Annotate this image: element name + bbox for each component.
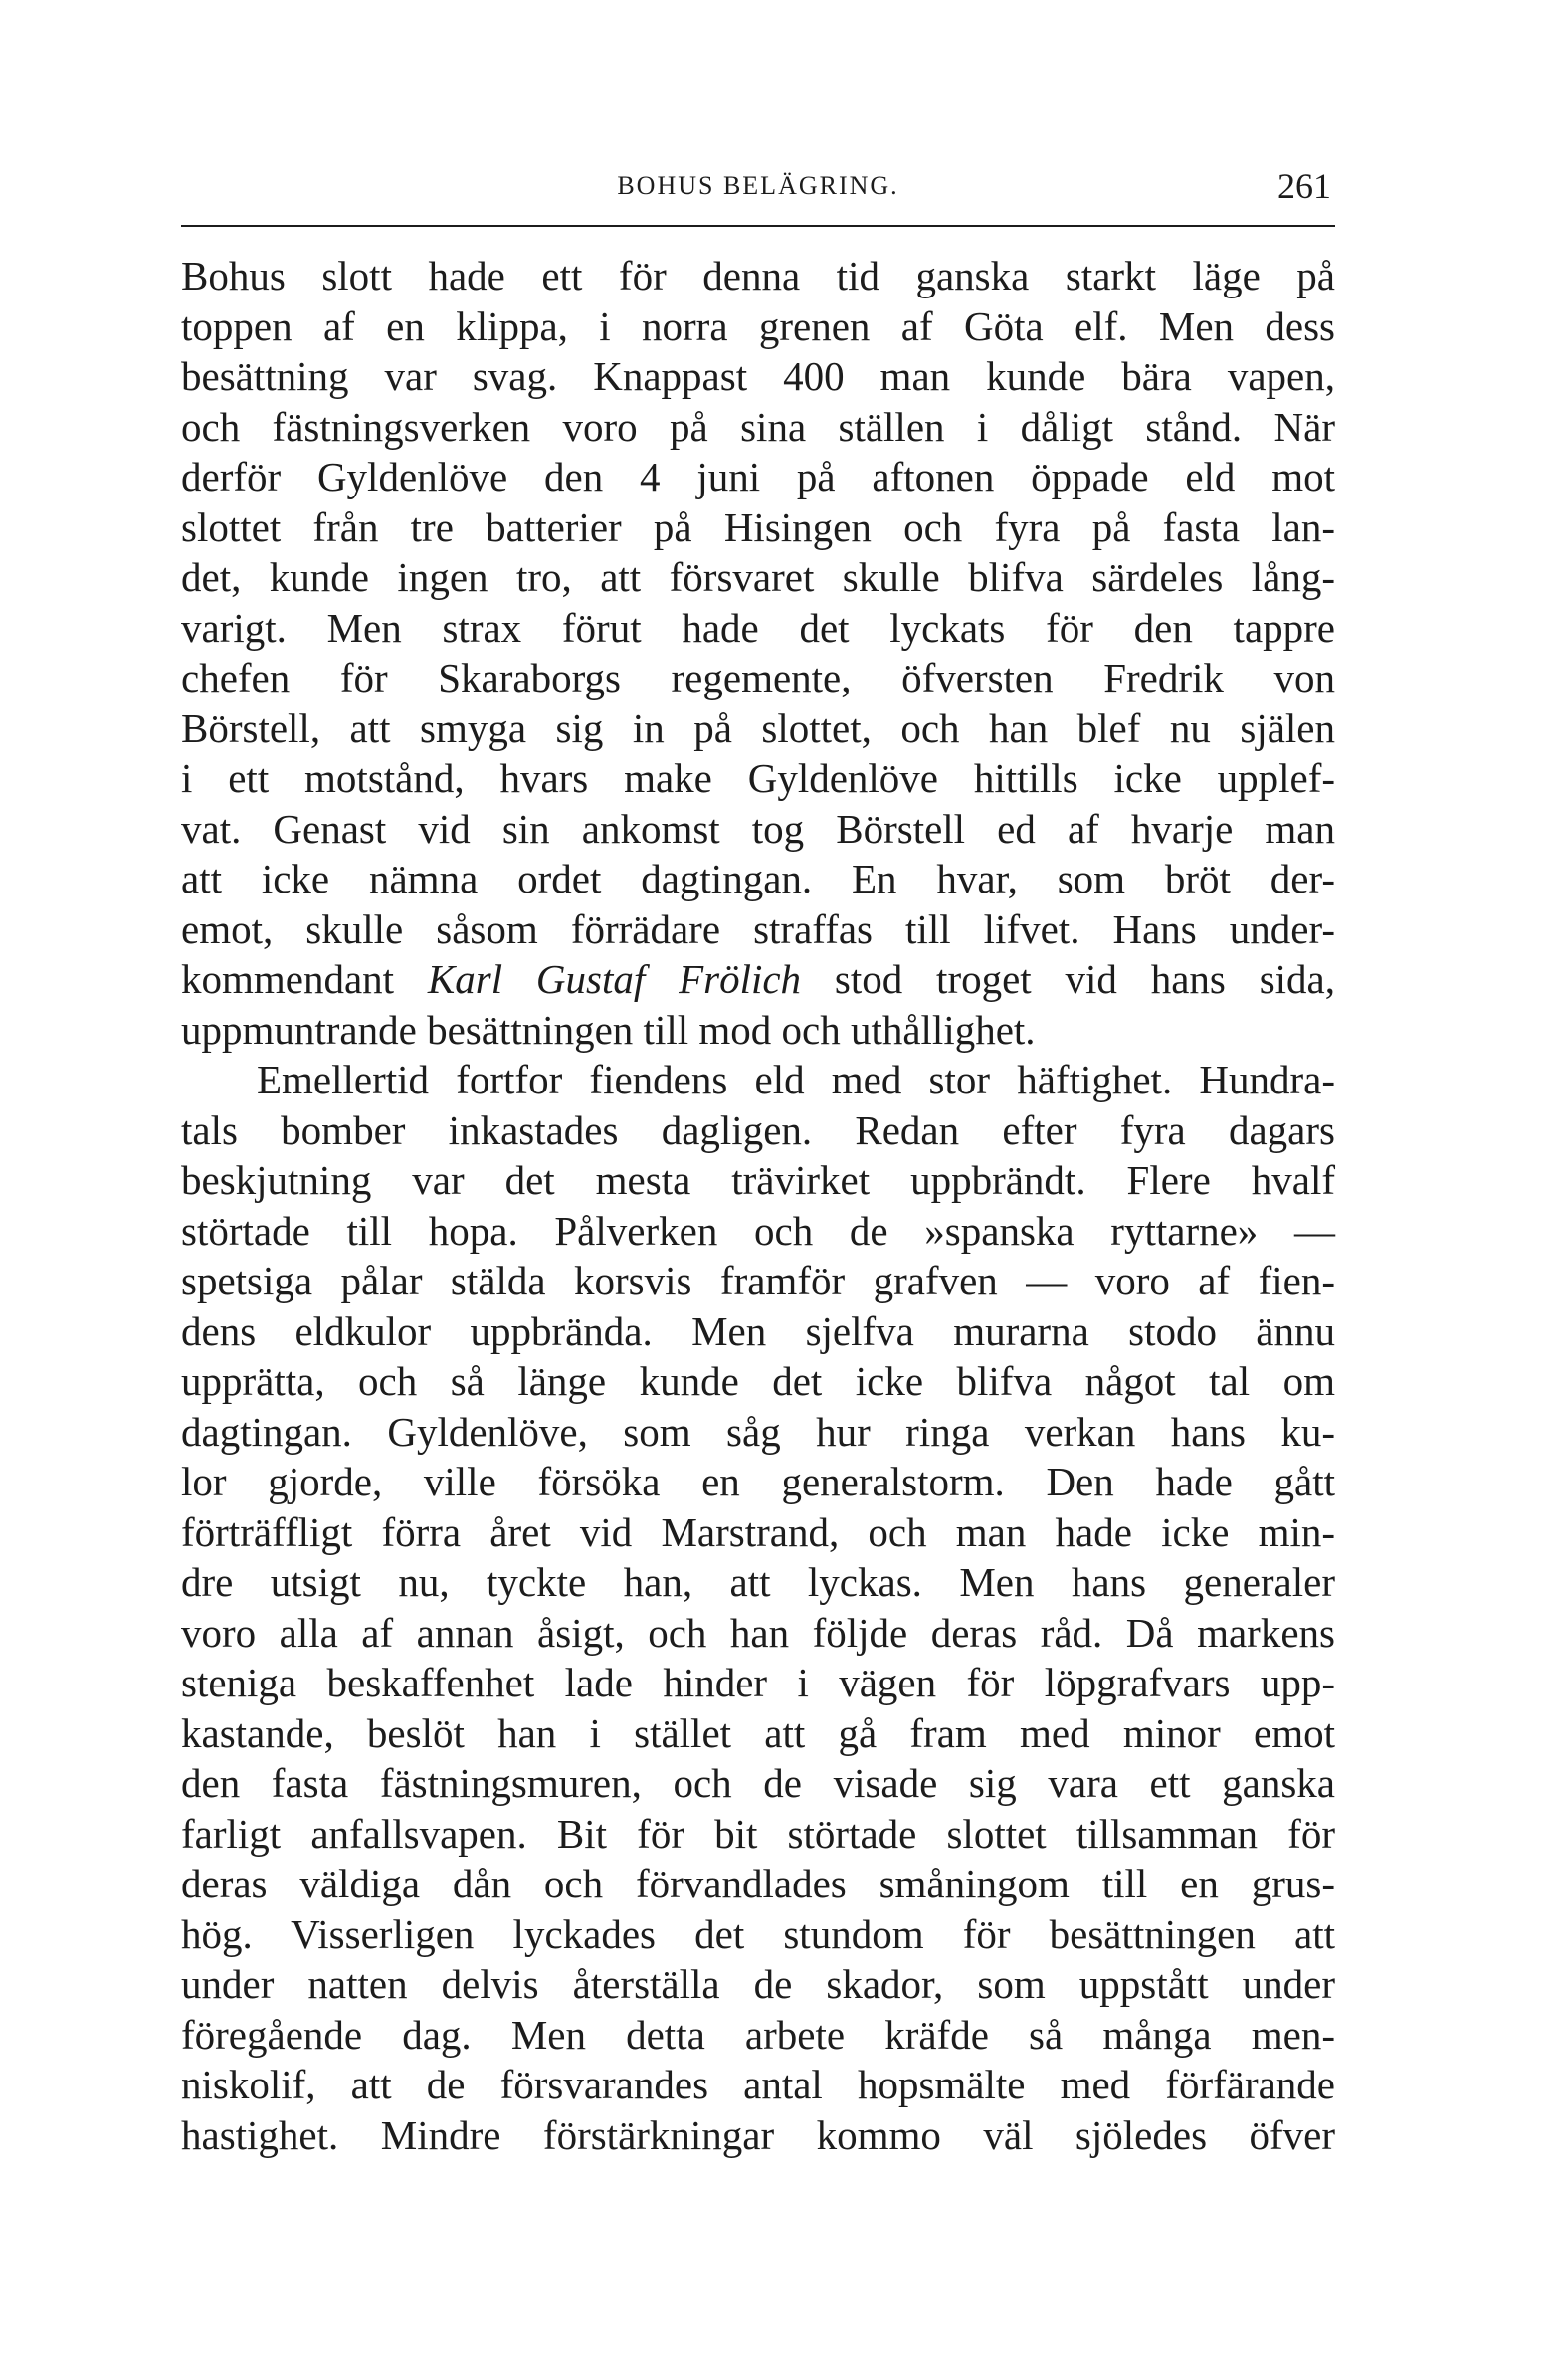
text-line: Börstell, att smyga sig in på slottet, och han blef nu själen: [181, 704, 1335, 751]
text-line: kastande, beslöt han i stället att gå fram med minor emot: [181, 1709, 1335, 1756]
text-line: toppen af en klippa, i norra grenen af Göta elf. Men dess: [181, 302, 1335, 349]
text-line: upprätta, och så länge kunde det icke blifva något tal om: [181, 1358, 1335, 1404]
text-line: förträffligt förra året vid Marstrand, och man hade icke min-: [181, 1508, 1335, 1555]
text-fragment: stod troget vid hans sida,: [801, 956, 1335, 1002]
text-line: derför Gyldenlöve den 4 juni på aftonen öppade eld mot: [181, 454, 1335, 499]
text-line: Emellertid fortfor fiendens eld med stor häftighet. Hundra-: [257, 1057, 1335, 1102]
body-text: [181, 251, 1335, 2160]
text-line: slottet från tre batterier på Hisingen och fyra på fasta lan-: [181, 503, 1335, 550]
header-rule: [181, 225, 1335, 227]
text-line: i ett motstånd, hvars make Gyldenlöve hittills icke upplef-: [181, 755, 1335, 801]
text-line: deras väldiga dån och förvandlades småningom till en grus-: [181, 1861, 1335, 1906]
text-line: besättning var svag. Knappast 400 man kunde bära vapen,: [181, 353, 1335, 399]
text-line: dagtingan. Gyldenlöve, som såg hur ringa verkan hans ku-: [181, 1408, 1335, 1455]
text-fragment: kommendant: [181, 956, 428, 1002]
text-line: under natten delvis återställa de skador, som uppstått under: [181, 1961, 1335, 2007]
text-line: steniga beskaffenhet lade hinder i vägen för löpgrafvars upp-: [181, 1660, 1335, 1705]
text-line: dre utsigt nu, tyckte han, att lyckas. Men hans generaler: [181, 1559, 1335, 1605]
text-line: niskolif, att de försvarandes antal hopsmälte med förfärande: [181, 2062, 1335, 2107]
text-line: föregående dag. Men detta arbete kräfde så många men-: [181, 2011, 1335, 2058]
text-line: tals bomber inkastades dagligen. Redan efter fyra dagars: [181, 1106, 1335, 1153]
text-line: emot, skulle såsom förrädare straffas till lifvet. Hans under-: [181, 905, 1335, 952]
text-line: hög. Visserligen lyckades det stundom för besättningen att: [181, 1910, 1335, 1957]
person-name: Karl Gustaf Frölich: [427, 956, 802, 1002]
running-title: BOHUS BELÄGRING.: [617, 171, 899, 200]
text-line: spetsiga pålar stälda korsvis framför grafven — voro af fien-: [181, 1258, 1335, 1303]
text-line: beskjutning var det mesta trävirket uppbrändt. Flere hvalf: [181, 1157, 1335, 1203]
text-line: varigt. Men strax förut hade det lyckats för den tappre: [181, 604, 1335, 651]
text-line: voro alla af annan åsigt, och han följde deras råd. Då markens: [181, 1609, 1335, 1656]
paragraph-2: [181, 1055, 1335, 2160]
paragraph-1: [181, 251, 1335, 1055]
text-line: att icke nämna ordet dagtingan. En hvar, som bröt der-: [181, 856, 1335, 901]
text-line: vat. Genast vid sin ankomst tog Börstell ed af hvarje man: [181, 805, 1335, 852]
text-line: chefen för Skaraborgs regemente, öfversten Fredrik von: [181, 655, 1335, 700]
text-line: lor gjorde, ville försöka en generalstorm. Den hade gått: [181, 1459, 1335, 1504]
text-line: uppmuntrande besättningen till mod och uthållighet.: [181, 1006, 1036, 1053]
running-head: [181, 157, 1335, 217]
text-line: farligt anfallsvapen. Bit för bit störtade slottet tillsamman för: [181, 1810, 1335, 1857]
text-line: dens eldkulor uppbrända. Men sjelfva murarna stodo ännu: [181, 1307, 1335, 1354]
text-line: och fästningsverken voro på sina ställen i dåligt stånd. När: [181, 403, 1335, 450]
page-number: 261: [1277, 166, 1331, 206]
text-line: Bohus slott hade ett för denna tid ganska starkt läge på: [181, 253, 1335, 298]
text-line: hastighet. Mindre förstärkningar kommo väl sjöledes öfver: [181, 2111, 1335, 2158]
text-line: den fasta fästningsmuren, och de visade sig vara ett ganska: [181, 1760, 1335, 1806]
text-line: det, kunde ingen tro, att försvaret skulle blifva särdeles lång-: [181, 554, 1335, 600]
text-line: [181, 954, 1335, 1005]
text-line: störtade till hopa. Pålverken och de »spanska ryttarne» —: [181, 1207, 1335, 1254]
